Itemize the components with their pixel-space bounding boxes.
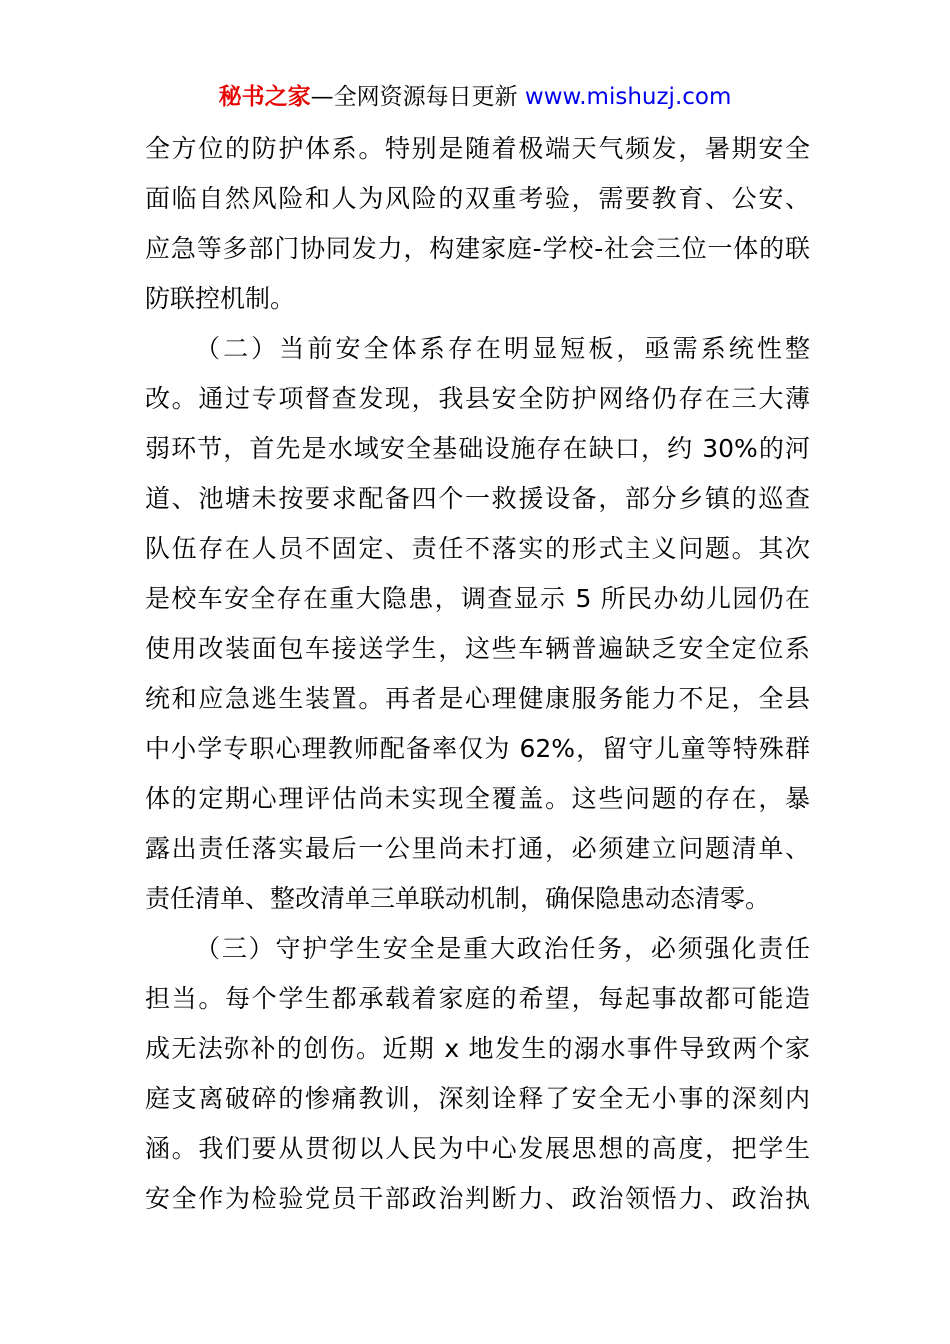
- text-line: 应急等多部门协同发力，构建家庭-学校-社会三位一体的联: [145, 234, 810, 263]
- text-line: 庭支离破碎的惨痛教训，深刻诠释了安全无小事的深刻内: [145, 1084, 810, 1113]
- section-heading-line: （三）守护学生安全是重大政治任务，必须强化责任: [195, 934, 810, 963]
- text-line: 统和应急逃生装置。再者是心理健康服务能力不足，全县: [145, 684, 810, 713]
- text-line: 体的定期心理评估尚未实现全覆盖。这些问题的存在，暴: [145, 784, 810, 813]
- site-tagline: —全网资源每日更新: [310, 84, 518, 110]
- text-line: 涵。我们要从贯彻以人民为中心发展思想的高度，把学生: [145, 1134, 810, 1163]
- text-line: 担当。每个学生都承载着家庭的希望，每起事故都可能造: [145, 984, 810, 1013]
- text-line: 责任清单、整改清单三单联动机制，确保隐患动态清零。: [145, 884, 771, 913]
- text-line: 防联控机制。: [145, 284, 296, 313]
- site-brand: 秘书之家: [218, 84, 311, 110]
- text-line: 弱环节，首先是水域安全基础设施存在缺口，约 30%的河: [145, 434, 810, 463]
- site-header: [0, 80, 950, 114]
- text-line: 成无法弥补的创伤。近期 x 地发生的溺水事件导致两个家: [145, 1034, 810, 1063]
- text-line: 安全作为检验党员干部政治判断力、政治领悟力、政治执: [145, 1184, 810, 1213]
- text-line: 是校车安全存在重大隐患，调查显示 5 所民办幼儿园仍在: [145, 584, 810, 613]
- text-line: 队伍存在人员不固定、责任不落实的形式主义问题。其次: [145, 534, 810, 563]
- text-line: 露出责任落实最后一公里尚未打通，必须建立问题清单、: [145, 834, 810, 863]
- text-line: 改。通过专项督查发现，我县安全防护网络仍存在三大薄: [145, 384, 810, 413]
- section-heading-line: （二）当前安全体系存在明显短板，亟需系统性整: [195, 334, 810, 363]
- text-line: 道、池塘未按要求配备四个一救援设备，部分乡镇的巡查: [145, 484, 810, 513]
- text-line: 使用改装面包车接送学生，这些车辆普遍缺乏安全定位系: [145, 634, 810, 663]
- text-line: 中小学专职心理教师配备率仅为 62%，留守儿童等特殊群: [145, 734, 810, 763]
- document-body: [145, 124, 810, 1224]
- text-line: 面临自然风险和人为风险的双重考验，需要教育、公安、: [145, 184, 810, 213]
- site-url-link[interactable]: www.mishuzj.com: [524, 84, 732, 110]
- text-line: 全方位的防护体系。特别是随着极端天气频发，暑期安全: [145, 134, 810, 163]
